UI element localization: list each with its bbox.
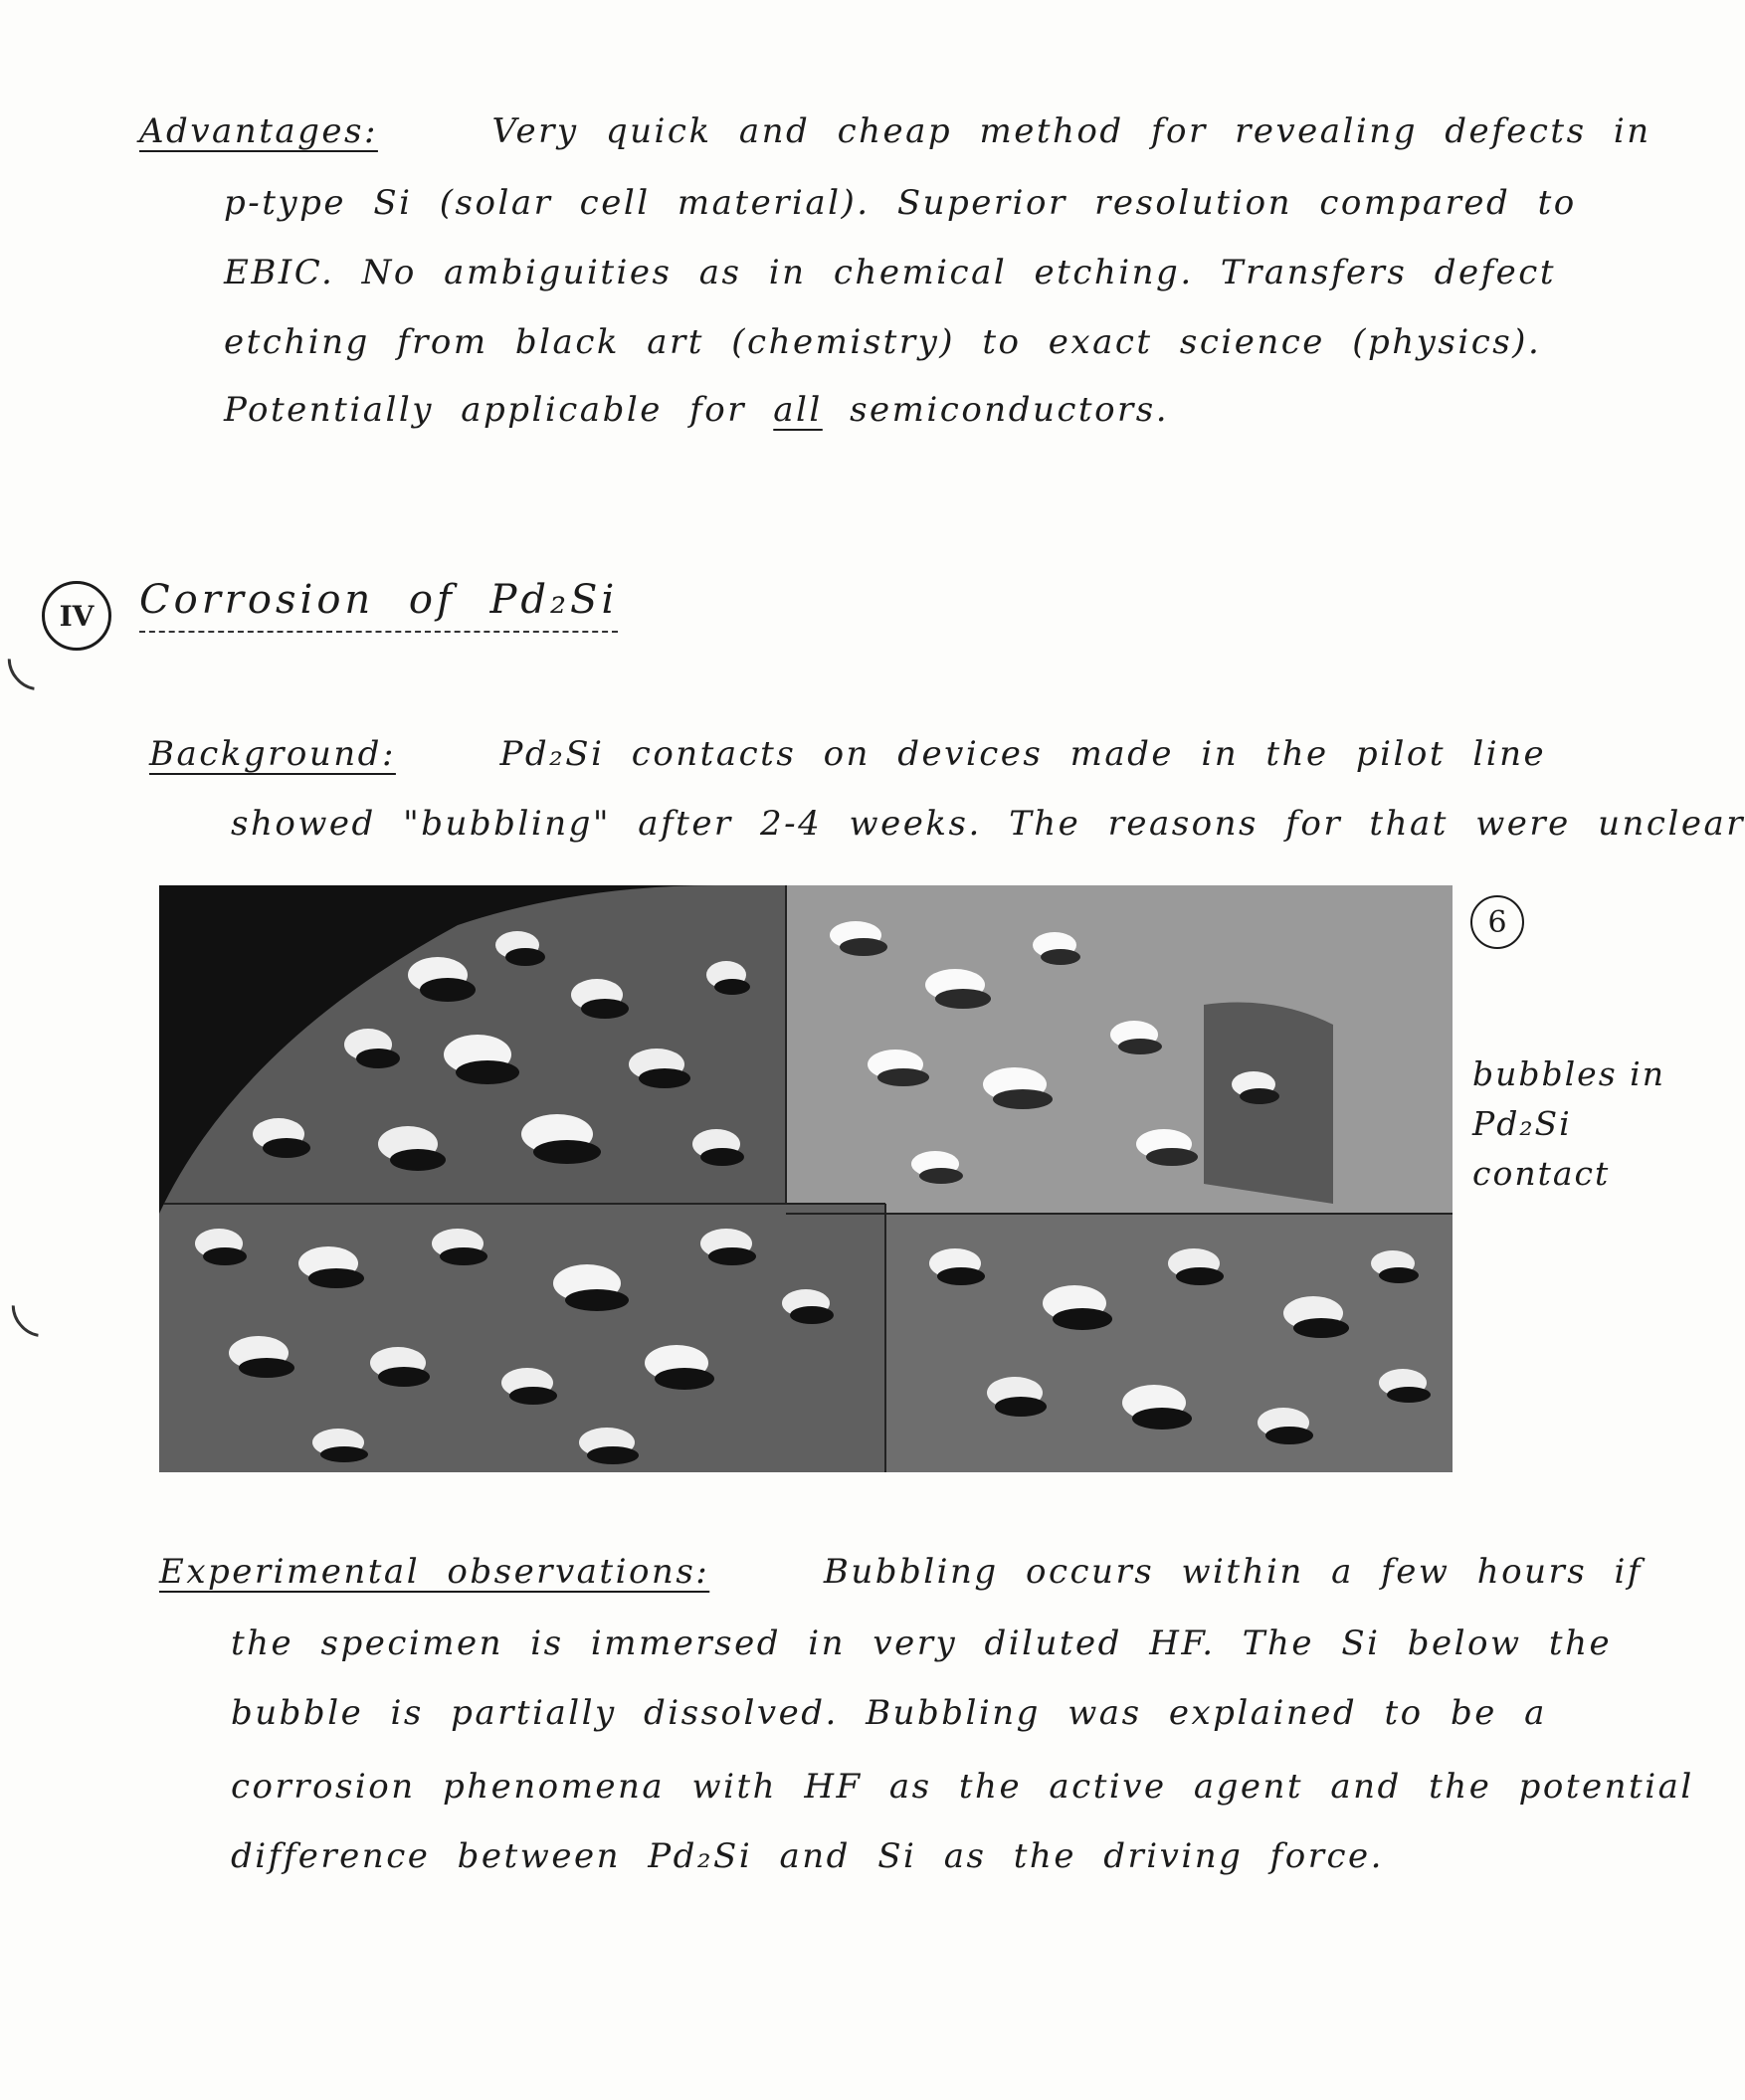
background-text-1: Pd₂Si contacts on devices made in the pilot line xyxy=(499,734,1547,774)
experimental-line-5: difference between Pd₂Si and Si as the driving force. xyxy=(231,1836,1384,1876)
bubbles-photograph xyxy=(159,885,1453,1472)
experimental-label: Experimental observations: xyxy=(159,1552,710,1592)
background-line-1 xyxy=(149,734,1546,774)
caption-line-3: contact xyxy=(1472,1154,1611,1193)
experimental-line-2: the specimen is immersed in very diluted HF. The Si below the xyxy=(231,1623,1613,1663)
advantages-line-4: etching from black art (chemistry) to exact science (physics). xyxy=(224,322,1542,362)
advantages-text-all: all xyxy=(773,390,823,430)
advantages-line-5 xyxy=(224,390,1169,430)
figure-number: 6 xyxy=(1470,895,1524,949)
advantages-text-5b: semiconductors. xyxy=(822,390,1170,430)
experimental-line-4: corrosion phenomena with HF as the active agent and the potential xyxy=(231,1767,1694,1807)
scan-edge-mark-2 xyxy=(1,1275,72,1347)
advantages-line-3: EBIC. No ambiguities as in chemical etching. Transfers defect xyxy=(224,253,1556,292)
experimental-line-1 xyxy=(159,1552,1643,1592)
advantages-text-5a: Potentially applicable for xyxy=(224,390,774,430)
caption-line-1: bubbles in xyxy=(1472,1054,1665,1093)
caption-line-2: Pd₂Si xyxy=(1472,1104,1572,1143)
experimental-text-1: Bubbling occurs within a few hours if xyxy=(823,1552,1643,1592)
background-line-2: showed "bubbling" after 2-4 weeks. The reasons for that were unclear xyxy=(231,804,1745,844)
advantages-label: Advantages: xyxy=(139,111,378,151)
advantages-text-1: Very quick and cheap method for revealing defects in xyxy=(491,111,1651,151)
advantages-line-1 xyxy=(139,111,1651,151)
background-label: Background: xyxy=(149,734,396,774)
section-numeral: IV xyxy=(42,581,111,651)
experimental-line-3: bubble is partially dissolved. Bubbling was explained to be a xyxy=(231,1693,1547,1733)
advantages-line-2: p-type Si (solar cell material). Superior resolution compared to xyxy=(224,183,1577,223)
section-title: Corrosion of Pd₂Si xyxy=(139,577,618,633)
